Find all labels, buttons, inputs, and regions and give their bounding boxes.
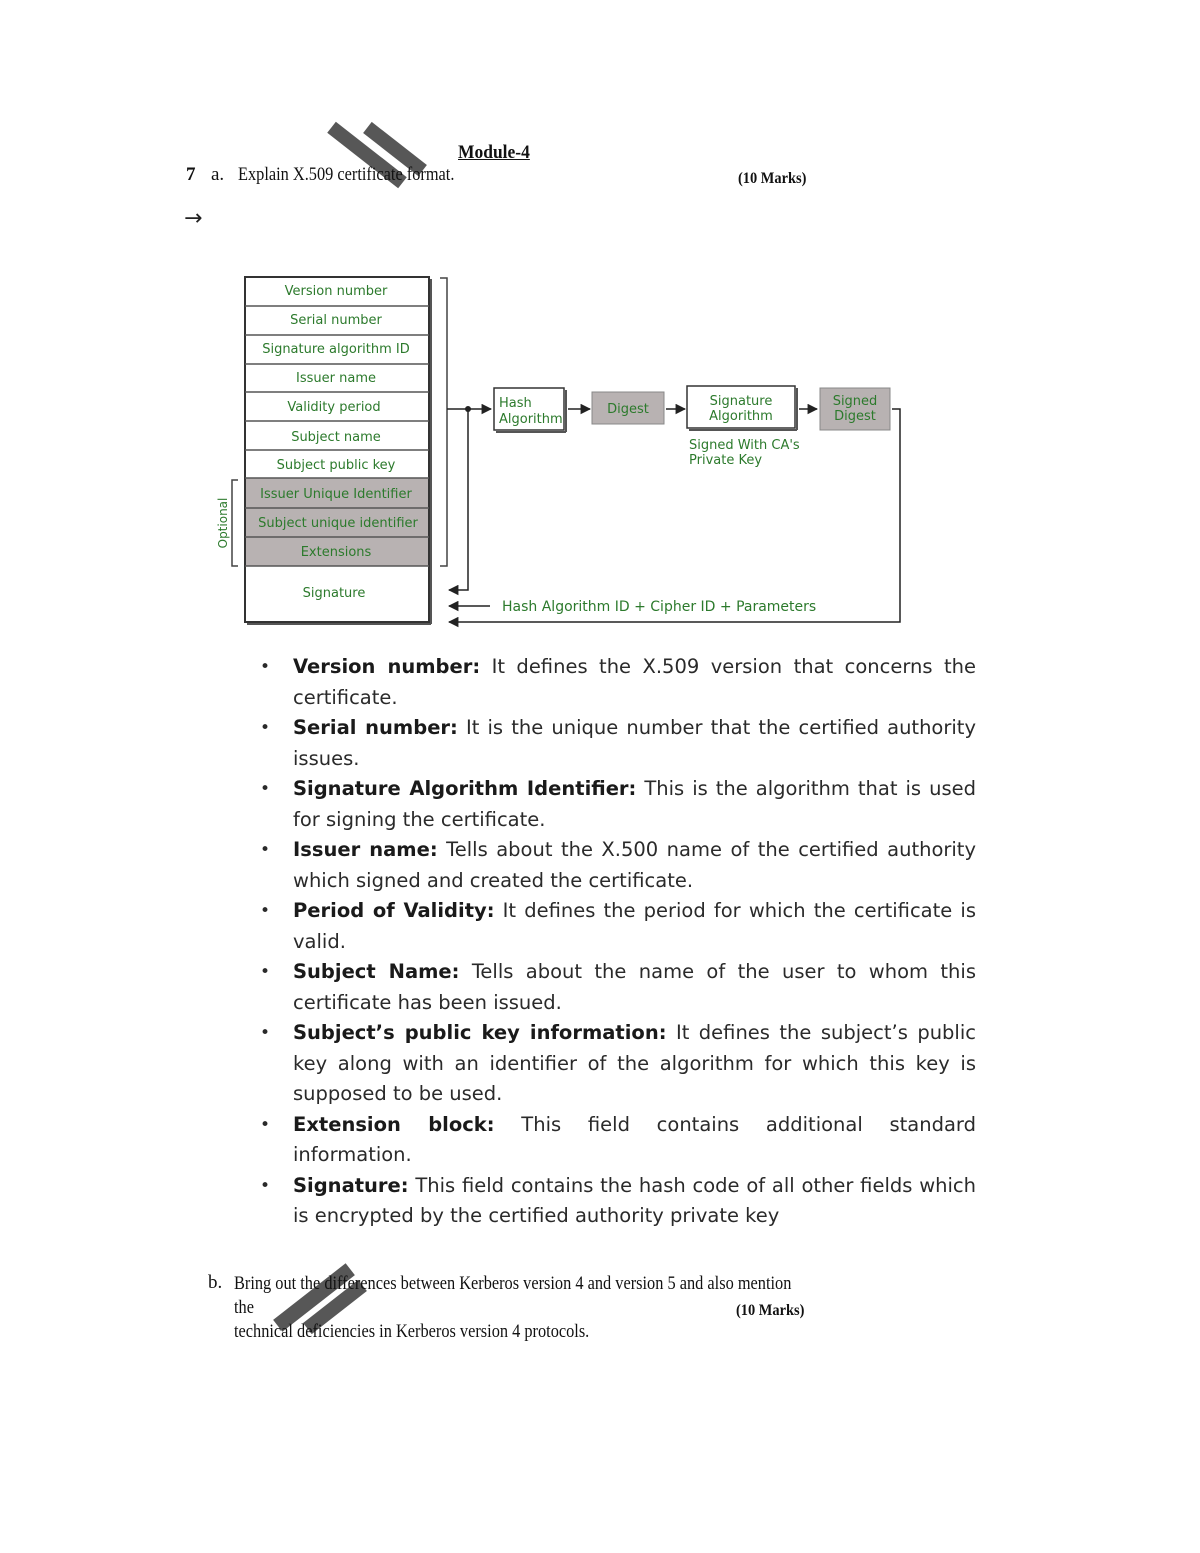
field-subject-public-key: Subject public key <box>276 458 396 473</box>
signature-algorithm-label-1: Signature <box>709 394 773 409</box>
list-item <box>256 957 976 1018</box>
bottom-parameters-label: Hash Algorithm ID + Cipher ID + Parameters <box>502 599 817 615</box>
bullet-desc: This field contains the hash code of all other fields which is encrypted by the certified authority private key <box>293 1173 976 1227</box>
field-extensions: Extensions <box>300 545 372 560</box>
field-issuer-name: Issuer name <box>296 371 376 386</box>
question-b-part: b. <box>208 1272 223 1293</box>
bullet-desc: It defines the subject’s public key along with an identifier of the algorithm for which this key is supposed to be used. <box>293 1021 976 1105</box>
bullet-term: Issuer name: <box>293 838 438 861</box>
list-item <box>256 774 976 835</box>
x509-certificate-diagram <box>200 268 920 638</box>
field-issuer-unique-identifier: Issuer Unique Identifier <box>260 487 412 502</box>
bullet-term: Signature Algorithm Identifier: <box>293 777 637 800</box>
field-subject-name: Subject name <box>291 430 381 445</box>
field-subject-unique-identifier: Subject unique identifier <box>258 516 418 531</box>
question-b-text <box>234 1272 805 1344</box>
bullet-desc: Tells about the name of the user to whom this certificate has been issued. <box>293 960 976 1014</box>
signed-digest-label-1: Signed <box>832 394 878 409</box>
bullet-desc: It defines the X.509 version that concerns the certificate. <box>293 655 976 709</box>
module-heading: Module-4 <box>458 142 530 163</box>
answer-arrow-icon: → <box>184 206 203 231</box>
field-descriptions-list <box>256 652 976 1232</box>
hash-algorithm-label-2: Algorithm <box>499 412 563 427</box>
bullet-desc: It is the unique number that the certified authority issues. <box>293 716 976 770</box>
bullet-desc: Tells about the X.500 name of the certified authority which signed and created the certificate. <box>293 838 976 892</box>
bullet-term: Period of Validity: <box>293 899 495 922</box>
list-item <box>256 652 976 713</box>
question-number: 7 <box>186 164 196 185</box>
question-part: a. <box>211 164 225 185</box>
list-item <box>256 713 976 774</box>
bullet-desc: This is the algorithm that is used for signing the certificate. <box>293 777 976 831</box>
bullet-desc: This field contains additional standard information. <box>293 1112 976 1166</box>
optional-label: Optional <box>216 497 230 549</box>
list-item <box>256 1171 976 1232</box>
list-item <box>256 835 976 896</box>
hash-algorithm-label-1: Hash <box>499 396 532 411</box>
optional-bracket <box>232 480 238 566</box>
digest-label: Digest <box>607 402 649 417</box>
bullet-term: Serial number: <box>293 716 458 739</box>
signed-digest-label-2: Digest <box>834 409 876 424</box>
signature-algorithm-label-2: Algorithm <box>709 409 773 424</box>
field-validity-period: Validity period <box>287 400 381 415</box>
field-serial-number: Serial number <box>290 313 382 328</box>
bullet-term: Version number: <box>293 655 481 678</box>
list-item <box>256 896 976 957</box>
question-text: Explain X.509 certificate format. <box>238 164 455 185</box>
bullet-term: Signature: <box>293 1173 409 1197</box>
question-marks: (10 Marks) <box>738 170 807 187</box>
hashed-fields-bracket <box>440 278 447 566</box>
list-item <box>256 1110 976 1171</box>
list-item <box>256 1018 976 1110</box>
bullet-desc: It defines the period for which the certificate is valid. <box>293 899 976 953</box>
bullet-term: Extension block: <box>293 1112 495 1136</box>
hash-to-signature-arrow <box>449 424 468 590</box>
field-signature: Signature <box>302 586 366 601</box>
question-b-line-1: Bring out the differences between Kerberos version 4 and version 5 and also mention the <box>234 1273 792 1318</box>
signed-with-label-1: Signed With CA's <box>689 438 800 453</box>
signed-with-label-2: Private Key <box>689 453 763 468</box>
bullet-term: Subject Name: <box>293 960 460 983</box>
question-b-line-2: technical deficiencies in Kerberos version 4 protocols. <box>234 1321 590 1342</box>
bullet-term: Subject’s public key information: <box>293 1021 667 1044</box>
field-signature-algorithm-id: Signature algorithm ID <box>262 342 410 357</box>
return-arrow <box>449 409 900 622</box>
question-b-marks: (10 Marks) <box>736 1302 805 1319</box>
field-version-number: Version number <box>284 284 388 299</box>
